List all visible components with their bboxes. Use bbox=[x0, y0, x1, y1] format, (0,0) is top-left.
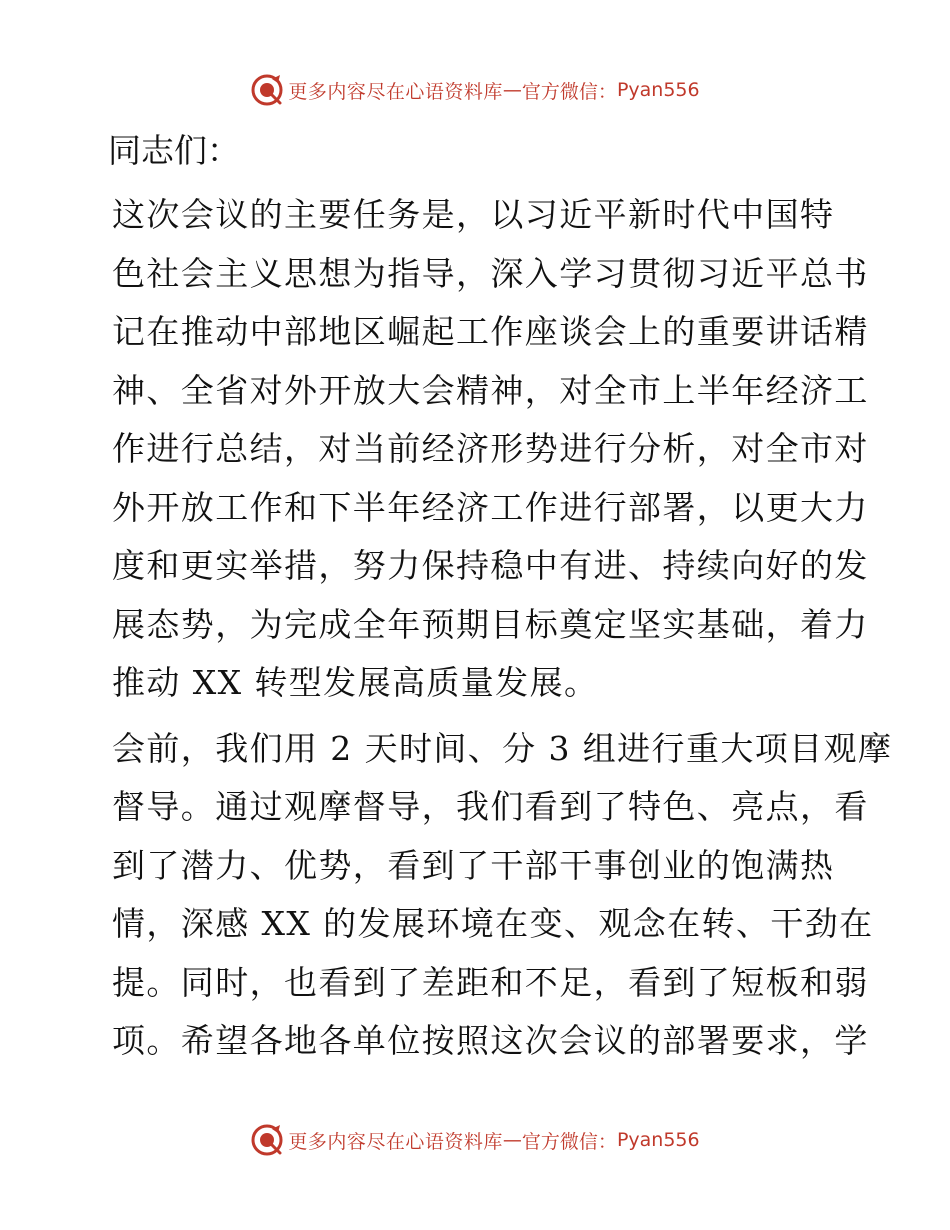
paragraph-line: 项。希望各地各单位按照这次会议的部署要求，学 bbox=[112, 1021, 869, 1060]
footer-watermark bbox=[0, 1120, 950, 1160]
paragraph-line: 度和更实举措，努力保持稳中有进、持续向好的发 bbox=[112, 546, 869, 585]
watermark-wechat-id: Pyan556 bbox=[616, 1129, 700, 1151]
paragraph-line: 展态势，为完成全年预期目标奠定坚实基础，着力 bbox=[112, 604, 869, 644]
header-watermark bbox=[0, 70, 950, 110]
watermark-separator: — bbox=[502, 1129, 522, 1151]
paragraph-line: 情，深感 XX 的发展环境在变、观念在转、干劲在 bbox=[112, 904, 874, 943]
watermark-wechat-label: 官方微信： bbox=[521, 1130, 617, 1153]
paragraph-line: 神、全省对外开放大会精神，对全市上半年经济工 bbox=[112, 370, 869, 410]
paragraph-line: 提。同时，也看到了差距和不足，看到了短板和弱 bbox=[112, 962, 869, 1002]
watermark-separator: — bbox=[502, 79, 522, 101]
salutation: 同志们： bbox=[108, 131, 240, 170]
paragraph-line: 色社会主义思想为指导，深入学习贯彻习近平总书 bbox=[112, 253, 869, 293]
paragraph-line: 到了潜力、优势，看到了干部干事创业的饱满热 bbox=[112, 845, 835, 885]
watermark-site: 更多内容尽在心语资料库 bbox=[288, 80, 503, 103]
paragraph-1 bbox=[100, 186, 869, 713]
paragraph-line: 会前，我们用 2 天时间、分 3 组进行重大项目观摩 bbox=[112, 728, 893, 768]
watermark-wechat-label: 官方微信： bbox=[521, 80, 617, 103]
logo-icon bbox=[250, 1123, 284, 1157]
watermark-wechat-id: Pyan556 bbox=[616, 79, 700, 101]
watermark-site: 更多内容尽在心语资料库 bbox=[288, 1130, 503, 1153]
paragraph-line: 推动 XX 转型发展高质量发展。 bbox=[112, 663, 599, 702]
document-body bbox=[100, 122, 893, 1078]
paragraph-line: 作进行总结，对当前经济形势进行分析，对全市对 bbox=[112, 429, 869, 468]
paragraph-2 bbox=[100, 720, 893, 1071]
paragraph-line: 督导。通过观摩督导，我们看到了特色、亮点，看 bbox=[112, 787, 869, 826]
paragraph-line: 记在推动中部地区崛起工作座谈会上的重要讲话精 bbox=[112, 312, 869, 351]
paragraph-line: 外开放工作和下半年经济工作进行部署，以更大力 bbox=[112, 487, 869, 527]
paragraph-line: 这次会议的主要任务是，以习近平新时代中国特 bbox=[112, 195, 835, 234]
logo-icon bbox=[250, 73, 284, 107]
